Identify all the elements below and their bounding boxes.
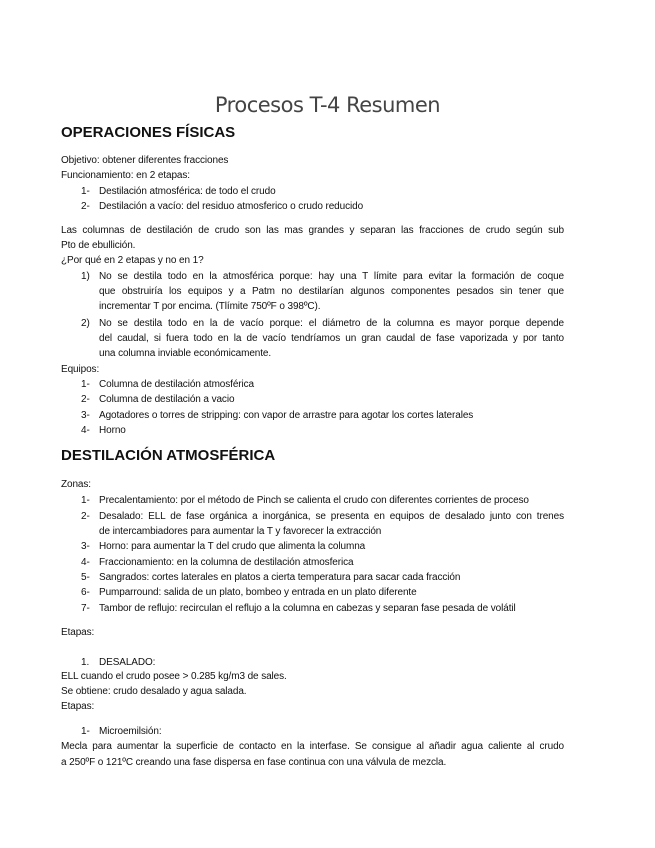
list-item-line: Desalado: ELL de fase orgánica a inorgánica, se presenta en equipos de desalado junto con trenes (99, 511, 564, 522)
list-number: 2) (81, 318, 90, 329)
list-item-line: Fraccionamiento: en la columna de destilación atmosferica (99, 557, 354, 568)
list-number: 6- (81, 587, 90, 598)
list-number: 4- (81, 557, 90, 568)
obtiene-text: Se obtiene: crudo desalado y agua salada. (61, 686, 247, 697)
list-number: 2- (81, 394, 90, 405)
list-item-line: Pumparround: salida de un plato, bombeo y entrada en un plato diferente (99, 587, 417, 598)
list-item-line: una columna inviable económicamente. (99, 348, 272, 359)
heading-destilacion-atmosferica: DESTILACIÓN ATMOSFÉRICA (61, 447, 276, 464)
list-item-line: de intercambiadores para aumentar la T y favorecer la extracción (99, 526, 382, 537)
list-item-line: Sangrados: cortes laterales en platos a cierta temperatura para sacar cada fracción (99, 572, 461, 583)
page-title: Procesos T-4 Resumen (214, 93, 441, 117)
list-item: Horno (99, 425, 126, 436)
list-number: 2- (81, 511, 90, 522)
list-number: 2- (81, 201, 90, 212)
microemulsion-title: Microemilsión: (99, 726, 162, 737)
list-number: 7- (81, 603, 90, 614)
list-item-line: Tambor de reflujo: recirculan el reflujo a la columna en cabezas y separan fase pesada de volátil (99, 603, 516, 614)
desalado-title: DESALADO: (99, 657, 156, 668)
list-number: 4- (81, 425, 90, 436)
list-number: 1- (81, 379, 90, 390)
etapas-label: Etapas: (61, 627, 95, 638)
paragraph-line: Mecla para aumentar la superficie de contacto en la interfase. Se consigue al añadir agua caliente al crudo (61, 741, 564, 752)
question-text: ¿Por qué en 2 etapas y no en 1? (61, 255, 204, 266)
list-number: 5- (81, 572, 90, 583)
list-item-line: Horno: para aumentar la T del crudo que alimenta la columna (99, 541, 366, 552)
paragraph-line: Las columnas de destilación de crudo son las mas grandes y separan las fracciones de crudo según sub (61, 225, 564, 236)
paragraph-line: Pto de ebullición. (61, 240, 136, 251)
list-item: Agotadores o torres de stripping: con vapor de arrastre para agotar los cortes laterales (99, 410, 474, 421)
list-number: 3- (81, 541, 90, 552)
list-number: 3- (81, 410, 90, 421)
paragraph-line: a 250ºF o 121ºC creando una fase dispersa en fase continua con una válvula de mezcla. (61, 757, 447, 768)
list-item-line: del caudal, si fuera todo en la de vacío tendríamos un gran caudal de fase vaporizada y por tanto (99, 333, 564, 344)
ell-text: ELL cuando el crudo posee > 0.285 kg/m3 de sales. (61, 671, 287, 682)
list-item-line: incrementar T por encima. (Tlímite 750ºF o 398ºC). (99, 301, 321, 312)
objetivo-text: Objetivo: obtener diferentes fracciones (61, 155, 229, 166)
list-item-line: No se destila todo en la de vacío porque: el diámetro de la columna es mayor porque depende (99, 318, 564, 329)
zonas-label: Zonas: (61, 479, 91, 490)
list-item-line: No se destila todo en la atmosférica porque: hay una T límite para evitar la formación de coque (99, 271, 564, 282)
heading-operaciones-fisicas: OPERACIONES FÍSICAS (61, 124, 236, 141)
list-item-line: Precalentamiento: por el método de Pinch se calienta el crudo con diferentes corrientes de proceso (99, 495, 529, 506)
equipos-label: Equipos: (61, 364, 100, 375)
list-item: Destilación a vacío: del residuo atmosferico o crudo reducido (99, 201, 364, 212)
etapas-label-2: Etapas: (61, 701, 95, 712)
list-number: 1) (81, 271, 90, 282)
funcionamiento-text: Funcionamiento: en 2 etapas: (61, 170, 190, 181)
list-number: 1- (81, 186, 90, 197)
list-item: Destilación atmosférica: de todo el crudo (99, 186, 276, 197)
list-number: 1. (81, 657, 90, 668)
list-number: 1- (81, 495, 90, 506)
list-item: Columna de destilación atmosférica (99, 379, 255, 390)
list-item: Columna de destilación a vacio (99, 394, 235, 405)
list-item-line: que obstruiría los equipos y a Patm no destilarían algunos componentes pesados sin tener que (99, 286, 564, 297)
list-number: 1- (81, 726, 90, 737)
